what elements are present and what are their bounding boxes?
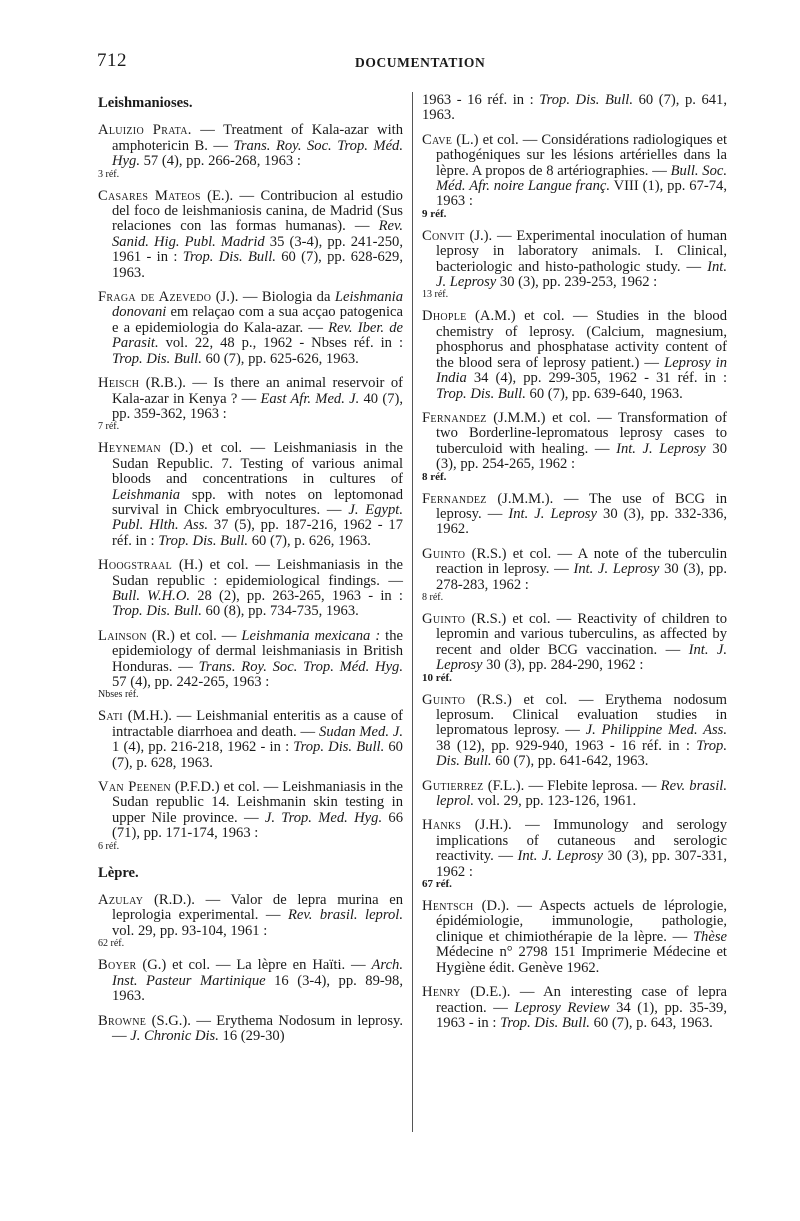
- bibliography-entry: [422, 779, 727, 810]
- entry-text: 57 (4), pp. 266-268, 1963 :: [139, 153, 301, 170]
- entry-text: (E.). — Contribucion al estudio del foco de leishmaniosis canina, de Madrid (Sus relaciones con las formas humanas). —: [112, 187, 403, 235]
- running-head: DOCUMENTATION: [355, 55, 486, 70]
- entry-text: VIII (1), pp. 67-74, 1963 :: [436, 178, 727, 210]
- entry-text: 16 (3-4), pp. 89-98, 1963.: [112, 972, 403, 1005]
- species-name: Leishmania mexicana :: [241, 627, 381, 644]
- journal-title: Rev. brasil. leprol.: [287, 907, 403, 924]
- entry-text: vol. 22, 48 p., 1962 - Nbses réf. in :: [158, 335, 403, 352]
- entry-author: Hentsch: [422, 898, 474, 915]
- entry-author: Guinto: [422, 545, 466, 562]
- bibliography-entry: [422, 133, 727, 220]
- entry-text: 38 (12), pp. 929-940, 1963 - 16 réf. in :: [436, 737, 697, 754]
- entry-text: 60 (7), pp. 628-629, 1963.: [112, 249, 403, 281]
- entry-text: (P.F.D.) et col. — Leishmaniasis in the Sudan republic 14. Leishmanin skin testing in upper Nile province. —: [112, 779, 403, 826]
- reference-count: 62 réf.: [98, 938, 125, 950]
- entry-text: (R.S.) et col. — Erythema nodosum leprosum. Clinical evaluation studies in lepromatous leprosy. —: [436, 691, 727, 739]
- bibliography-entry: [98, 1014, 403, 1045]
- entry-text: 60 (7), p. 641, 1963.: [422, 92, 727, 124]
- journal-title: Trop. Dis. Bull.: [293, 739, 385, 756]
- bibliography-entry: [98, 709, 403, 771]
- reference-count: 8 réf.: [422, 470, 447, 483]
- entry-text: (D.) et col. — Leishmaniasis in the Sudan Republic. 7. Testing of various animal bloods and concentrations in cultures of: [112, 440, 403, 488]
- entry-text: 30 (3), pp. 254-265, 1962 :: [436, 440, 727, 473]
- entry-text: 60 (7), pp. 639-640, 1963.: [525, 385, 683, 402]
- entry-text: 57 (4), pp. 242-265, 1963 :: [112, 674, 270, 690]
- reference-count: 9 réf.: [422, 207, 447, 220]
- entry-text: 60 (7), pp. 641-642, 1963.: [491, 753, 649, 770]
- bibliography-entry: [98, 558, 403, 620]
- bibliography-entry: [422, 693, 727, 770]
- bibliography-entry: [422, 492, 727, 538]
- entry-author: Dhople: [422, 308, 467, 325]
- journal-title: Leprosy Review: [514, 999, 610, 1016]
- entry-author: Gutierrez: [422, 777, 484, 794]
- bibliography-entry: [422, 818, 727, 890]
- entry-author: Boyer: [98, 957, 137, 974]
- entry-text: 30 (3), pp. 332-336, 1962.: [436, 505, 727, 538]
- entry-author: Fernandez: [422, 409, 487, 426]
- entry-text: (D.E.). — An interesting case of lepra reaction. —: [436, 984, 727, 1016]
- entry-text: (R.) et col. —: [146, 627, 242, 644]
- bibliography-entry: [98, 441, 403, 549]
- entry-text: 1963 - 16 réf. in :: [422, 92, 540, 108]
- entry-text: (F.L.). — Flebite leprosa. —: [483, 777, 661, 794]
- bibliography-entry: [422, 899, 727, 976]
- bibliography-entry: [422, 612, 727, 684]
- entry-author: Cave: [422, 131, 453, 148]
- entry-author: Guinto: [422, 610, 466, 627]
- entry-text: (J.). — Biologia da: [211, 289, 335, 306]
- bibliography-entry: [422, 229, 727, 301]
- journal-title: Rev. Iber. de Parasit.: [112, 319, 403, 352]
- bibliography-entry: [98, 189, 403, 281]
- bibliography-entry: [98, 958, 403, 1004]
- entry-text: (J.). — Experimental inoculation of human leprosy in laboratory animals. I. Clinical, bacteriologic and histo-pathologic study. —: [436, 227, 727, 275]
- entry-text: em relaçao com a sua acçao patogenica e a epidemiologia do Kala-azar. —: [112, 304, 403, 336]
- journal-title: Leprosy in India: [436, 354, 727, 387]
- entry-text: 40 (7), pp. 359-362, 1963 :: [112, 390, 403, 422]
- entry-text: 60 (8), pp. 734-735, 1963.: [201, 603, 359, 620]
- entry-author: Fraga de Azevedo: [98, 289, 212, 306]
- species-name: Leishmania: [112, 486, 181, 503]
- journal-title: Int. J. Leprosy: [517, 848, 604, 865]
- entry-author: Casares Mateos: [98, 187, 201, 204]
- bibliography-entry: [422, 411, 727, 483]
- entry-text: (L.) et col. — Considérations radiologiques et pathogéniques sur les lésions artérielles dans la lèpre. A propos de 8 artériographies. —: [436, 131, 727, 179]
- reference-count: 67 réf.: [422, 878, 452, 891]
- reference-count: 3 réf.: [98, 168, 120, 180]
- journal-title: Bull. Soc. Méd. Afr. noire Langue franç.: [436, 162, 728, 195]
- entry-text: 1 (4), pp. 216-218, 1962 - in :: [112, 739, 294, 756]
- reference-count: 7 réf.: [98, 421, 120, 433]
- entry-text: (R.D.). — Valor de lepra murina en leprologia experimental. —: [112, 892, 403, 924]
- entry-author: Heyneman: [98, 440, 161, 457]
- section-heading-lepre: Lèpre.: [98, 864, 139, 881]
- journal-title: Int. J. Leprosy: [616, 440, 706, 457]
- reference-count: 10 réf.: [422, 671, 452, 684]
- entry-author: Fernandez: [422, 490, 487, 507]
- entry-text: Médecine n° 2798 151 Imprimerie Médecine et Hygiène édit. Genève 1962.: [436, 944, 727, 976]
- entry-text: (R.B.). — Is there an animal reservoir of Kala-azar in Kenya ? —: [112, 375, 403, 407]
- journal-title: Int. J. Leprosy: [573, 561, 660, 578]
- entry-text: 60 (7), p. 643, 1963.: [589, 1014, 713, 1031]
- journal-title: Trop. Dis. Bull.: [539, 92, 633, 108]
- entry-text: 30 (3), pp. 278-283, 1962 :: [436, 561, 727, 593]
- entry-text: spp. with notes on leptomonad survival in Chick embryocultures. —: [112, 486, 403, 518]
- entry-text: 34 (1), pp. 35-39, 1963 - in :: [436, 999, 728, 1031]
- entry-text: (A.M.) et col. — Studies in the blood chemistry of leprosy. (Calcium, magnesium, phosphorus and phosphatase activity content of the blood sera of leprosy patient.) —: [436, 308, 727, 371]
- journal-title: Trans. Roy. Soc. Trop. Méd. Hyg.: [198, 658, 403, 675]
- entry-text: (G.) et col. — La lèpre en Haïti. —: [136, 957, 372, 974]
- entry-author: Henry: [422, 984, 461, 1001]
- journal-title: East Afr. Med. J.: [260, 390, 360, 407]
- journal-title: Arch. Inst. Pasteur Martinique: [112, 957, 403, 989]
- entry-author: Aluizio Prata.: [98, 122, 192, 139]
- journal-title: Trop. Dis. Bull.: [182, 249, 276, 266]
- journal-title: Trop. Dis. Bull.: [112, 350, 202, 367]
- entry-author: Sati: [98, 708, 123, 725]
- journal-title: Trop. Dis. Bull.: [158, 532, 249, 549]
- entry-author: Heisch: [98, 375, 140, 392]
- bibliography-entry: [422, 985, 727, 1031]
- species-name: Leishmania donovani: [112, 289, 403, 321]
- journal-title: J. Philippine Med. Ass.: [585, 722, 728, 739]
- journal-title: Int. J. Leprosy: [436, 641, 727, 674]
- bibliography-entry-continued: [422, 93, 727, 124]
- bibliography-entry: [98, 290, 403, 367]
- column-divider: [412, 92, 413, 1132]
- entry-text: 60 (7), p. 628, 1963.: [112, 739, 403, 771]
- reference-count: Nbses réf.: [98, 689, 139, 701]
- entry-author: Lainson: [98, 627, 147, 644]
- left-column: [98, 93, 403, 1053]
- entry-text: 34 (4), pp. 299-305, 1962 - 31 réf. in :: [466, 370, 727, 387]
- entry-text: (D.). — Aspects actuels de léprologie, épidémiologie, immunologie, pathologie, clinique et chimiothérapie de la lèpre. —: [436, 898, 727, 945]
- entry-text: — Treatment of Kala-azar with amphotericin B. —: [112, 122, 403, 154]
- entry-author: Hoogstraal: [98, 557, 173, 574]
- entry-text: vol. 29, pp. 123-126, 1961.: [473, 793, 637, 810]
- entry-text: (J.M.M.) et col. — Transformation of two Borderline-lepromatous leprosy cases to tuberculoid with healing. —: [436, 409, 727, 457]
- journal-title: Int. J. Leprosy: [436, 258, 727, 291]
- journal-title: J. Chronic Dis.: [130, 1027, 219, 1044]
- page-number: 712: [97, 50, 127, 71]
- journal-title: Trop. Dis. Bull.: [500, 1014, 590, 1031]
- entry-text: (S.G.). — Erythema Nodosum in leprosy. —: [112, 1012, 403, 1044]
- bibliography-entry: [98, 123, 403, 179]
- journal-title: Rev. Sanid. Hig. Publ. Madrid: [112, 218, 403, 250]
- bibliography-entry: [422, 547, 727, 603]
- entry-author: Convit: [422, 227, 465, 244]
- reference-count: 6 réf.: [98, 840, 120, 852]
- entry-text: 30 (3), pp. 307-331, 1962 :: [436, 848, 728, 880]
- journal-title: Trop. Dis. Bull.: [436, 385, 526, 402]
- journal-title: Int. J. Leprosy: [508, 505, 597, 522]
- entry-text: (J.H.). — Immunology and serology implications of cutaneous and serologic reactivity. —: [436, 817, 727, 865]
- entry-text: 30 (3), pp. 239-253, 1962 :: [496, 274, 658, 291]
- journal-title: Trop. Dis. Bull.: [112, 603, 202, 620]
- journal-title: J. Egypt. Publ. Hlth. Ass.: [112, 501, 403, 534]
- entry-text: (J.M.M.). — The use of BCG in leprosy. —: [436, 490, 727, 522]
- entry-text: (R.S.) et col. — Reactivity of children to lepromin and various tuberculins, as affected by recent and older BCG vaccination. —: [436, 610, 727, 658]
- journal-title: Trans. Roy. Soc. Trop. Méd. Hyg.: [112, 137, 403, 170]
- journal-title: J. Trop. Med. Hyg.: [264, 809, 383, 826]
- right-column: [422, 93, 727, 1040]
- journal-title: Trop. Dis. Bull.: [436, 737, 727, 770]
- entry-text: 66 (71), pp. 171-174, 1963 :: [112, 809, 403, 842]
- entry-text: the epidemiology of dermal leishmaniasis in British Honduras. —: [112, 627, 403, 675]
- entry-text: (R.S.) et col. — A note of the tuberculin reaction in leprosy. —: [436, 545, 727, 578]
- entry-author: Browne: [98, 1012, 147, 1029]
- entry-text: 60 (7), p. 626, 1963.: [248, 532, 371, 549]
- bibliography-entry: [98, 629, 403, 701]
- entry-author: Guinto: [422, 691, 466, 708]
- entry-author: Hanks: [422, 817, 462, 834]
- bibliography-entry: [422, 309, 727, 401]
- entry-text: (H.) et col. — Leishmaniasis in the Sudan republic : epidemiological findings. —: [112, 557, 403, 589]
- reference-count: 8 réf.: [422, 591, 444, 603]
- journal-title: Rev. brasil. leprol.: [436, 777, 727, 810]
- entry-text: 16 (29-30): [218, 1027, 285, 1044]
- entry-text: 60 (7), pp. 625-626, 1963.: [201, 350, 359, 367]
- bibliography-entry: [98, 780, 403, 852]
- entry-author: Van Peenen: [98, 779, 171, 796]
- journal-title: Thèse: [692, 928, 727, 945]
- journal-title: Sudan Med. J.: [319, 723, 403, 740]
- journal-title: Bull. W.H.O.: [112, 587, 191, 604]
- entry-text: 35 (3-4), pp. 241-250, 1961 - in :: [112, 233, 403, 266]
- bibliography-entry: [98, 893, 403, 949]
- entry-text: 37 (5), pp. 187-216, 1962 - 17 réf. in :: [112, 517, 403, 549]
- entry-author: Azulay: [98, 892, 144, 909]
- entry-text: 28 (2), pp. 263-265, 1963 - in :: [190, 587, 403, 604]
- entry-text: 30 (3), pp. 284-290, 1962 :: [482, 657, 644, 674]
- entry-text: (M.H.). — Leishmanial enteritis as a cause of intractable diarrhoea and death. —: [112, 708, 403, 740]
- section-heading-leishmanioses: Leishmanioses.: [98, 95, 193, 111]
- bibliography-entry: [98, 376, 403, 432]
- entry-text: vol. 29, pp. 93-104, 1961 :: [112, 922, 268, 939]
- reference-count: 13 réf.: [422, 289, 449, 301]
